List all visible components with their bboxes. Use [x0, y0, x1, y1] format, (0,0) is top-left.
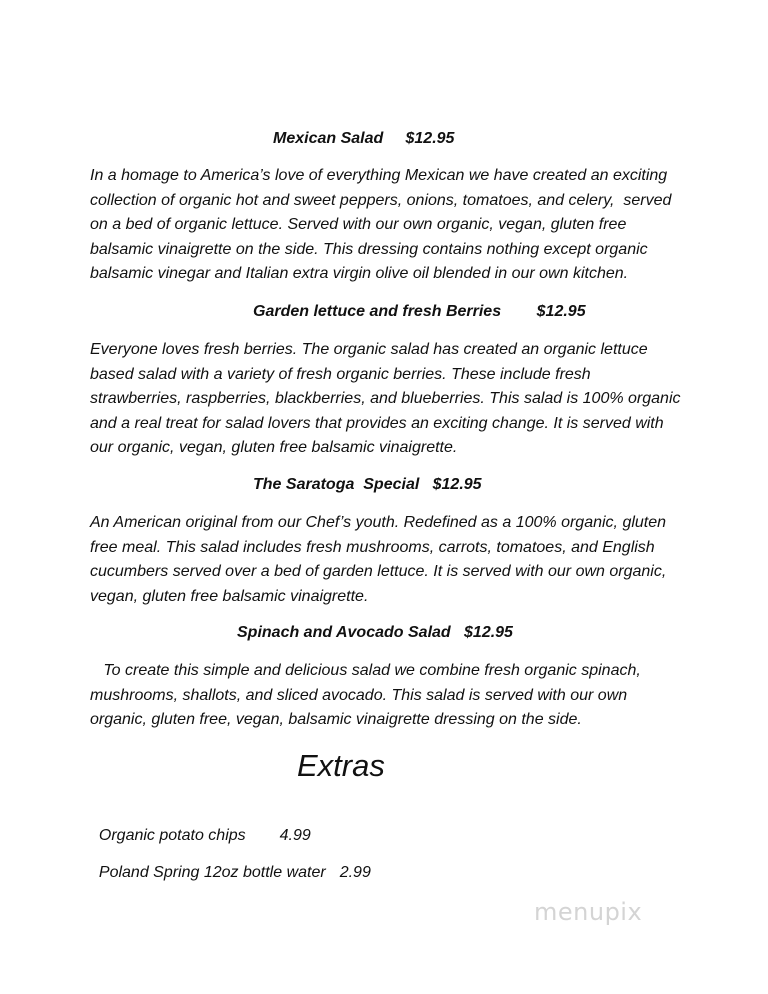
description-line: collection of organic hot and sweet peppers, onions, tomatoes, and celery, served: [90, 191, 672, 209]
saratoga-special-description: [90, 511, 690, 609]
menupix-watermark: menupix: [534, 898, 643, 926]
description-line: An American original from our Chef’s youth. Redefined as a 100% organic, gluten: [90, 514, 667, 531]
mexican-salad-title: Mexican Salad $12.95: [273, 130, 455, 147]
extras-heading: Extras: [297, 748, 385, 783]
description-line: balsamic vinegar and Italian extra virgin olive oil blended in our own kitchen.: [90, 265, 629, 282]
description-line: on a bed of organic lettuce. Served with our own organic, vegan, gluten free: [90, 216, 627, 233]
extras-item-name: Organic potato chips: [98, 827, 246, 844]
description-line: our organic, vegan, gluten free balsamic vinaigrette.: [90, 439, 458, 456]
description-line: vegan, gluten free balsamic vinaigrette.: [90, 587, 369, 605]
description-line: mushrooms, shallots, and sliced avocado. This salad is served with our own: [90, 686, 628, 704]
description-line: balsamic vinaigrette on the side. This dressing contains nothing except organic: [90, 240, 648, 258]
garden-berries-title: Garden lettuce and fresh Berries $12.95: [253, 303, 586, 320]
saratoga-special-title: The Saratoga Special $12.95: [253, 476, 482, 493]
description-line: and a real treat for salad lovers that provides an exciting change. It is served with: [90, 414, 664, 432]
description-line: based salad with a variety of fresh organic berries. These include fresh: [90, 365, 591, 383]
spinach-avocado-title: Spinach and Avocado Salad $12.95: [237, 624, 513, 641]
extras-item-name: Poland Spring 12oz bottle water: [98, 864, 326, 881]
extras-item-price: 2.99: [339, 864, 371, 881]
description-line: organic, gluten free, vegan, balsamic vinaigrette dressing on the side.: [90, 711, 582, 728]
description-line: To create this simple and delicious salad we combine fresh organic spinach,: [90, 662, 641, 679]
extras-item: [90, 806, 311, 846]
description-line: cucumbers served over a bed of garden lettuce. It is served with our own organic,: [90, 563, 667, 580]
extras-item: [90, 843, 371, 883]
extras-item-price: 4.99: [279, 827, 311, 844]
spinach-avocado-description: [90, 659, 690, 733]
description-line: In a homage to America’s love of everything Mexican we have created an exciting: [90, 167, 668, 184]
description-line: Everyone loves fresh berries. The organic salad has created an organic lettuce: [90, 341, 648, 358]
mexican-salad-description: [90, 164, 690, 287]
description-line: free meal. This salad includes fresh mushrooms, carrots, tomatoes, and English: [90, 538, 655, 556]
garden-berries-description: [90, 338, 690, 461]
description-line: strawberries, raspberries, blackberries, and blueberries. This salad is 100% organic: [90, 390, 681, 407]
